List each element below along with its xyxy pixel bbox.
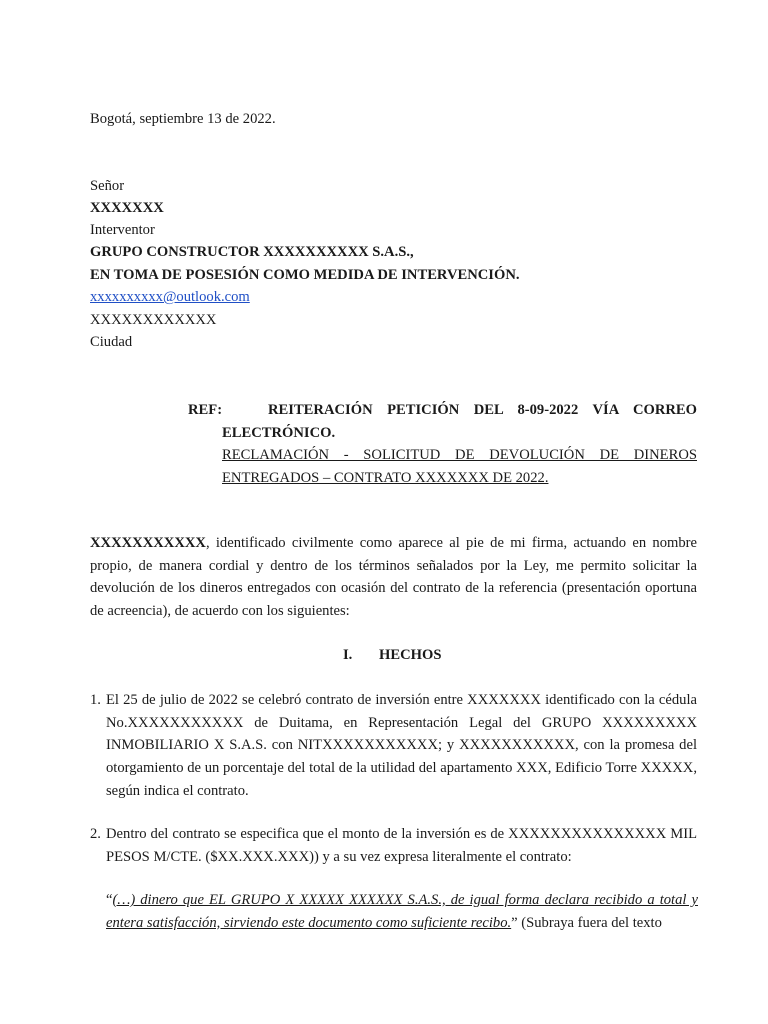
recipient-salutation: Señor (90, 178, 125, 194)
recipient-address: XXXXXXXXXXXX (90, 312, 217, 328)
reference-block (222, 399, 697, 489)
intro-paragraph (90, 532, 697, 623)
recipient-role: Interventor (90, 222, 155, 238)
ref-label: REF: (188, 402, 223, 418)
fact-1-number: 1. (90, 692, 101, 708)
fact-2-number: 2. (90, 826, 101, 842)
quote-tail-text: (Subraya fuera del texto (517, 914, 662, 931)
intro-name: XXXXXXXXXXX (90, 535, 206, 551)
fact-1-text: El 25 de julio de 2022 se celebró contrato de inversión entre XXXXXXX identificado con la cédula No.XXXXXXXXXXX de Duitama, en Representación Legal del GRUPO XXXXXXXXX INMOBILIARIO X S.A.S. con NITXXXXXXXXXXX; y XXXXXXXXXXX, con la promesa del otorgamiento de un porcentaje del total de la utilidad del apartamento XXX, Edificio Torre XXXXX, según indica el contrato. (106, 692, 697, 799)
recipient-email-link[interactable]: xxxxxxxxxx@outlook.com (90, 289, 250, 305)
reference-line-1: REITERACIÓN PETICIÓN DEL 8-09-2022 VÍA CORREO ELECTRÓNICO. (222, 402, 697, 441)
recipient-name: XXXXXXX (90, 200, 164, 216)
section-numeral: I. (343, 647, 353, 663)
recipient-city: Ciudad (90, 334, 133, 350)
quote-italic-text: (…) dinero que EL GRUPO X XXXXX XXXXXX S.A.S., de igual forma declara recibido a total y entera satisfacción, sirviendo este documento como suficiente recibo. (106, 892, 698, 931)
fact-2-text: Dentro del contrato se especifica que el monto de la inversión es de XXXXXXXXXXXXXXX MIL PESOS M/CTE. ($XX.XXX.XXX)) y a su vez expresa literalmente el contrato: (106, 826, 697, 865)
contract-quote (106, 889, 698, 934)
section-title: HECHOS (379, 647, 442, 663)
quote-open-mark: “ (106, 892, 113, 908)
recipient-company: GRUPO CONSTRUCTOR XXXXXXXXXX S.A.S., (90, 244, 414, 260)
date-line: Bogotá, septiembre 13 de 2022. (90, 111, 276, 127)
reference-line-2: RECLAMACIÓN - SOLICITUD DE DEVOLUCIÓN DE DINEROS ENTREGADOS – CONTRATO XXXXXXX DE 2022. (222, 447, 697, 486)
quote-close-mark: ” (511, 914, 518, 931)
intro-text: , identificado civilmente como aparece al pie de mi firma, actuando en nombre propio, de manera cordial y dentro de los términos señalados por la Ley, me permito solicitar la devolución de los dineros entregados con ocasión del contrato de la referencia (presentación oportuna de acreencia), de acuerdo con los siguientes: (90, 535, 697, 620)
recipient-status: EN TOMA DE POSESIÓN COMO MEDIDA DE INTERVENCIÓN. (90, 267, 520, 283)
